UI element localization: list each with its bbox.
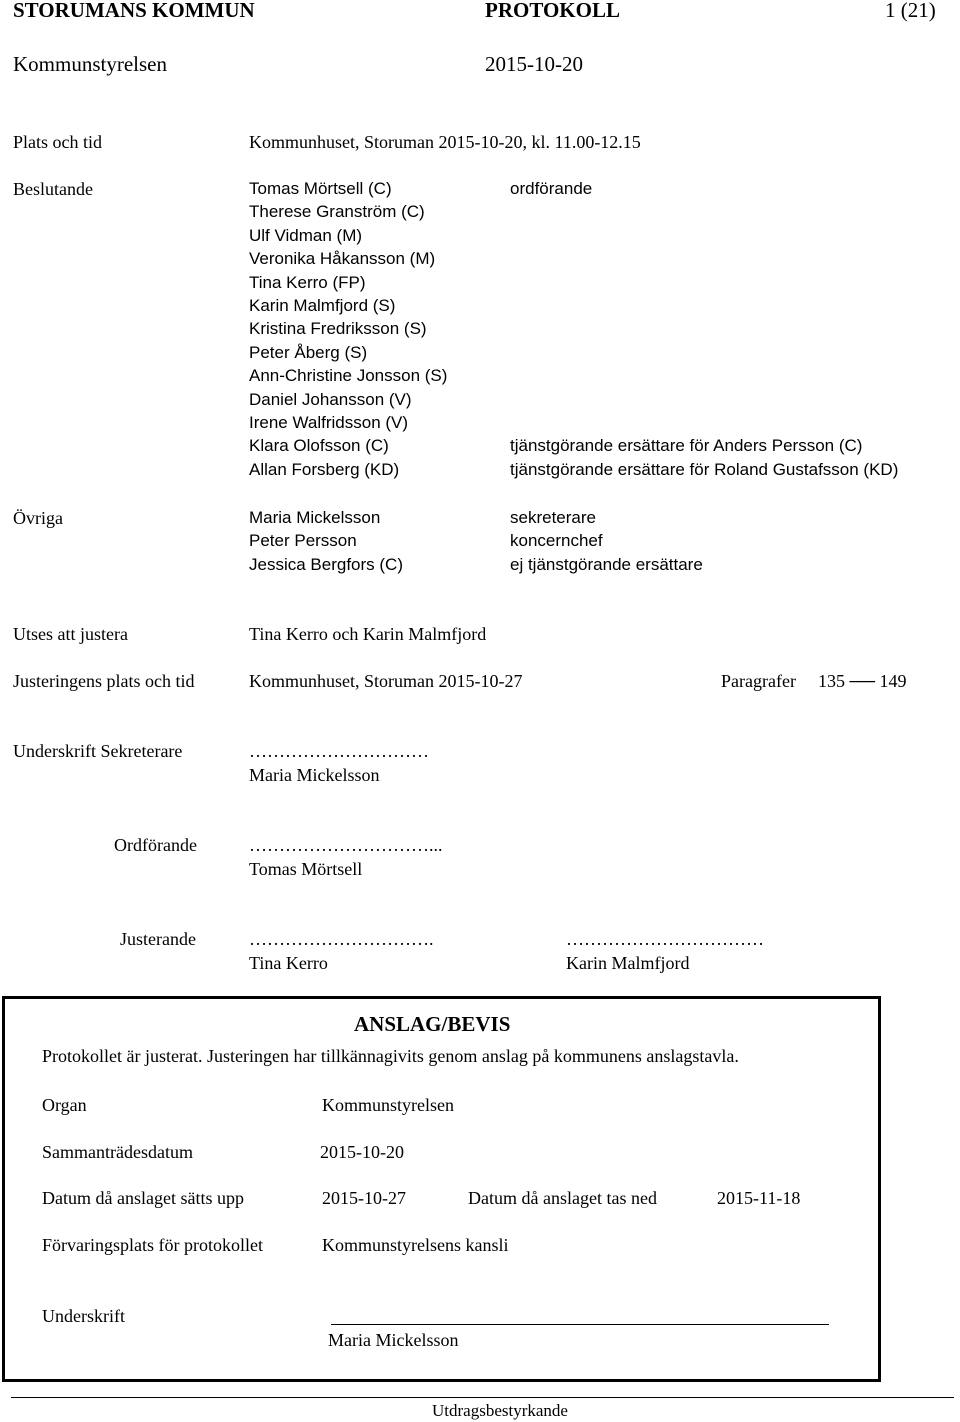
beslutande-member-name: Therese Granström (C)	[249, 202, 425, 222]
anslag-statement: Protokollet är justerat. Justeringen har tillkännagivits genom anslag på kommunens anslagstavla.	[42, 1046, 739, 1066]
ovriga-member-name: Jessica Bergfors (C)	[249, 554, 403, 574]
sammantradesdatum-value: 2015-10-20	[320, 1142, 404, 1162]
ovriga-member-role: ej tjänstgörande ersättare	[510, 554, 703, 574]
paragrafer-value: 135 ── 149	[818, 671, 907, 691]
beslutande-member-name: Klara Olofsson (C)	[249, 436, 389, 456]
justerande1-signature-line: ………………………….	[249, 929, 434, 949]
committee-name: Kommunstyrelsen	[13, 52, 167, 76]
justering-value: Kommunhuset, Storuman 2015-10-27	[249, 671, 523, 691]
anslag-box	[2, 996, 881, 1382]
underskrift-name: Maria Mickelsson	[328, 1330, 459, 1350]
ovriga-label: Övriga	[13, 508, 63, 528]
beslutande-member-name: Ann-Christine Jonsson (S)	[249, 366, 448, 386]
organ-label: Organ	[42, 1095, 87, 1115]
beslutande-member-name: Irene Walfridsson (V)	[249, 413, 409, 432]
ovriga-member-name: Maria Mickelsson	[249, 508, 381, 527]
beslutande-member-name: Veronika Håkansson (M)	[249, 249, 436, 269]
justera-value: Tina Kerro och Karin Malmfjord	[249, 624, 487, 644]
ordforande-name: Tomas Mörtsell	[249, 859, 363, 879]
justering-label: Justeringens plats och tid	[13, 671, 195, 691]
paragrafer-label: Paragrafer	[721, 671, 796, 691]
document-type: PROTOKOLL	[485, 0, 620, 22]
sekreterare-name: Maria Mickelsson	[249, 765, 380, 785]
sekreterare-label: Underskrift Sekreterare	[13, 741, 183, 761]
justerande-label: Justerande	[120, 929, 196, 949]
ordforande-signature-line: …………………………...	[249, 835, 443, 855]
beslutande-member-role: tjänstgörande ersättare för Roland Gustafsson (KD)	[510, 459, 899, 479]
organ-value: Kommunstyrelsen	[322, 1095, 454, 1115]
beslutande-member-name: Tomas Mörtsell (C)	[249, 179, 392, 198]
forvaring-label: Förvaringsplats för protokollet	[42, 1235, 263, 1255]
ordforande-label: Ordförande	[114, 835, 197, 855]
plats-value: Kommunhuset, Storuman 2015-10-20, kl. 11.00-12.15	[249, 132, 641, 152]
anslag-ned-value: 2015-11-18	[717, 1188, 801, 1208]
beslutande-member-name: Ulf Vidman (M)	[249, 225, 363, 245]
justerande2-signature-line: ……………………………	[566, 929, 764, 949]
municipality-name: STORUMANS KOMMUN	[13, 0, 255, 22]
beslutande-member-name: Daniel Johansson (V)	[249, 389, 412, 409]
beslutande-member-name: Kristina Fredriksson (S)	[249, 319, 427, 339]
forvaring-value: Kommunstyrelsens kansli	[322, 1235, 509, 1255]
plats-label: Plats och tid	[13, 132, 102, 152]
page-number: 1 (21)	[885, 0, 936, 22]
ovriga-member-role: koncernchef	[510, 531, 603, 551]
underskrift-label: Underskrift	[42, 1306, 125, 1326]
justerande2-name: Karin Malmfjord	[566, 953, 690, 973]
sammantradesdatum-label: Sammanträdesdatum	[42, 1142, 193, 1162]
footer-rule	[11, 1397, 954, 1398]
justerande1-name: Tina Kerro	[249, 953, 328, 973]
anslag-ned-label: Datum då anslaget tas ned	[468, 1188, 657, 1208]
justera-label: Utses att justera	[13, 624, 128, 644]
beslutande-member-role: tjänstgörande ersättare för Anders Persson (C)	[510, 436, 863, 456]
beslutande-label: Beslutande	[13, 179, 93, 199]
ovriga-member-name: Peter Persson	[249, 531, 357, 551]
beslutande-member-name: Peter Åberg (S)	[249, 342, 368, 362]
beslutande-member-role: ordförande	[510, 179, 593, 198]
beslutande-member-name: Tina Kerro (FP)	[249, 272, 366, 292]
beslutande-member-name: Karin Malmfjord (S)	[249, 296, 396, 315]
ovriga-member-role: sekreterare	[510, 508, 596, 527]
beslutande-member-name: Allan Forsberg (KD)	[249, 459, 400, 479]
anslag-upp-label: Datum då anslaget sätts upp	[42, 1188, 244, 1208]
meeting-date: 2015-10-20	[485, 52, 583, 76]
underskrift-line	[331, 1324, 829, 1325]
anslag-title: ANSLAG/BEVIS	[354, 1012, 511, 1036]
anslag-upp-value: 2015-10-27	[322, 1188, 406, 1208]
utdragsbestyrkande-label: Utdragsbestyrkande	[432, 1401, 568, 1420]
sekreterare-signature-line: …………………………	[249, 741, 429, 761]
